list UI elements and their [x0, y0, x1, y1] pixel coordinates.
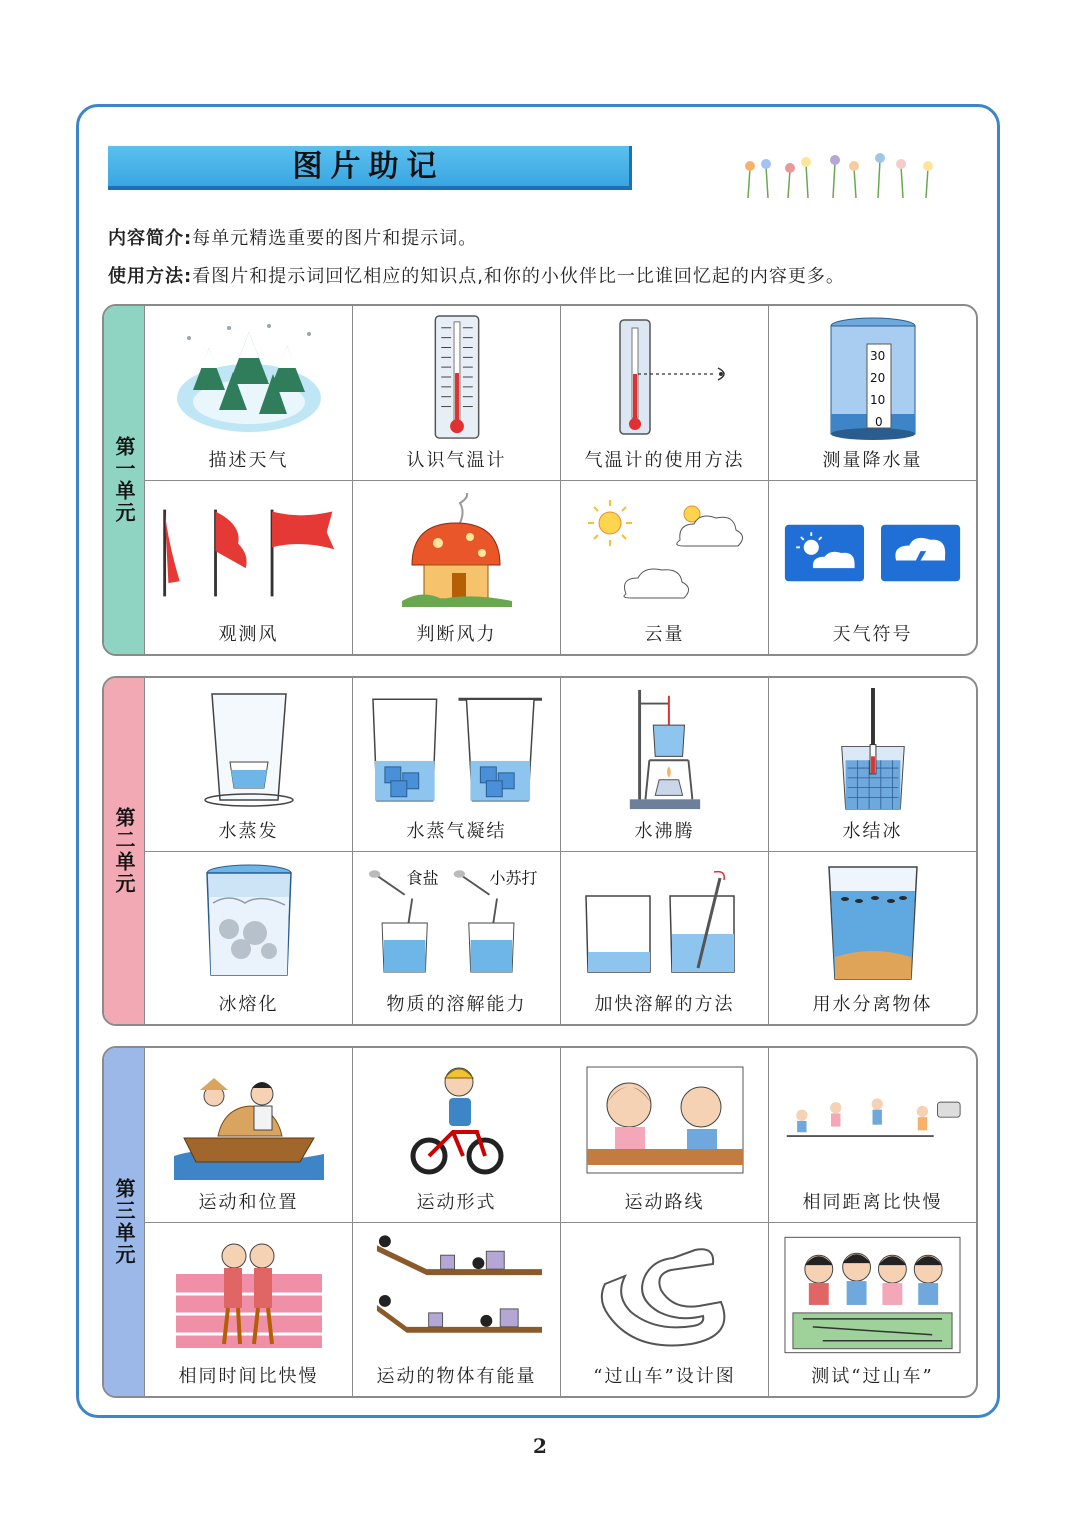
caption: 观测风: [218, 624, 279, 645]
caption: 运动路线: [624, 1192, 705, 1213]
caption: 认识气温计: [406, 450, 507, 471]
card-weather-symbols: [768, 480, 976, 654]
unit-2-label: 第二单元: [112, 807, 136, 895]
card-thermometer-usage: [560, 306, 768, 480]
caption: 水蒸发: [218, 821, 279, 842]
caption: “过山车”设计图: [593, 1366, 736, 1387]
coaster-track-icon: [595, 1240, 735, 1350]
card-water-boiling: [560, 678, 768, 851]
page-title: 图片助记: [292, 149, 445, 184]
usage-text: 看图片和提示词回忆相应的知识点,和你的小伙伴比一比谁回忆起的内容更多。: [192, 266, 845, 287]
card-speed-dissolving: [560, 851, 768, 1024]
caption: 测试“过山车”: [811, 1366, 934, 1387]
caption: 加快溶解的方法: [594, 994, 735, 1015]
unit-1-panel: [102, 304, 978, 656]
caption: 运动形式: [416, 1192, 497, 1213]
caption: 相同距离比快慢: [802, 1192, 943, 1213]
card-coaster-design: [560, 1222, 768, 1396]
running-track-icon: [174, 1240, 324, 1350]
melting-beaker-icon: [199, 863, 299, 983]
intro-usage: [108, 262, 845, 288]
caption: 水结冰: [842, 821, 903, 842]
separation-beaker-icon: [823, 861, 923, 985]
title-banner: [108, 146, 632, 190]
card-ice-melting: [144, 851, 352, 1024]
salt-soda-dissolving-icon: [367, 863, 546, 983]
card-water-evaporation: [144, 678, 352, 851]
clouds-sun-icon: [580, 498, 750, 608]
racing-children-icon: [783, 1085, 962, 1155]
caption: 测量降水量: [822, 450, 923, 471]
unit-2-panel: [102, 676, 978, 1026]
children-testing-icon: [783, 1235, 962, 1355]
ramp-ball-icon: [367, 1235, 546, 1355]
freezing-beaker-icon: [833, 686, 913, 813]
caption: 运动的物体有能量: [376, 1366, 537, 1387]
unit-3-tab: [104, 1048, 144, 1396]
ice-cups-icon: [367, 695, 546, 805]
card-observe-wind: [144, 480, 352, 654]
chimney-house-icon: [392, 493, 522, 613]
gauge-label: 10: [869, 392, 885, 407]
boat-people-icon: [174, 1060, 324, 1180]
thermometer-scale-icon: [427, 314, 487, 442]
snowy-trees-icon: [169, 318, 329, 438]
caption: 冰熔化: [218, 994, 279, 1015]
card-cloud-amount: [560, 480, 768, 654]
caption: 相同时间比快慢: [178, 1366, 319, 1387]
caption: 判断风力: [416, 624, 497, 645]
unit-3-label: 第三单元: [112, 1178, 136, 1266]
soda-label: 小苏打: [489, 868, 538, 888]
weather-symbol-icons: [783, 521, 962, 585]
caption: 用水分离物体: [812, 994, 933, 1015]
stirring-beakers-icon: [580, 868, 750, 978]
card-describe-weather: [144, 306, 352, 480]
gauge-label: 20: [869, 370, 885, 385]
card-know-thermometer: [352, 306, 560, 480]
card-moving-energy: [352, 1222, 560, 1396]
caption: 运动和位置: [198, 1192, 299, 1213]
caption: 气温计的使用方法: [584, 450, 745, 471]
intro-content: [108, 224, 477, 250]
boiling-apparatus-icon: [625, 686, 705, 813]
card-motion-position: [144, 1048, 352, 1222]
card-dissolving-ability: [352, 851, 560, 1024]
card-judge-wind-force: [352, 480, 560, 654]
unit-1-tab: [104, 306, 144, 654]
unit-3-panel: [102, 1046, 978, 1398]
usage-label: 使用方法:: [108, 266, 193, 287]
rain-gauge-icon: [823, 316, 923, 441]
wind-flags-icon: [159, 503, 338, 603]
flowers-decoration: [738, 148, 938, 202]
card-same-distance: [768, 1048, 976, 1222]
caption: 描述天气: [208, 450, 289, 471]
caption: 水蒸气凝结: [406, 821, 507, 842]
card-measure-rainfall: [768, 306, 976, 480]
card-motion-forms: [352, 1048, 560, 1222]
covered-cup-icon: [194, 690, 304, 810]
unit-2-tab: [104, 678, 144, 1024]
content-text: 每单元精选重要的图片和提示词。: [192, 228, 478, 249]
gauge-label: 0: [874, 414, 883, 429]
thermometer-eye-level-icon: [590, 318, 740, 438]
card-separate-with-water: [768, 851, 976, 1024]
card-water-freezing: [768, 678, 976, 851]
caption: 物质的溶解能力: [386, 994, 527, 1015]
children-watching-icon: [585, 1065, 745, 1175]
caption: 天气符号: [832, 624, 913, 645]
page-number: 2: [533, 1434, 547, 1458]
content-label: 内容简介:: [108, 228, 193, 249]
gauge-label: 30: [869, 348, 885, 363]
card-coaster-test: [768, 1222, 976, 1396]
unit-1-label: 第一单元: [112, 436, 136, 524]
child-bike-icon: [407, 1060, 507, 1180]
caption: 水沸腾: [634, 821, 695, 842]
caption: 云量: [644, 624, 685, 645]
card-vapor-condensation: [352, 678, 560, 851]
salt-label: 食盐: [406, 868, 439, 888]
card-motion-route: [560, 1048, 768, 1222]
card-same-time: [144, 1222, 352, 1396]
